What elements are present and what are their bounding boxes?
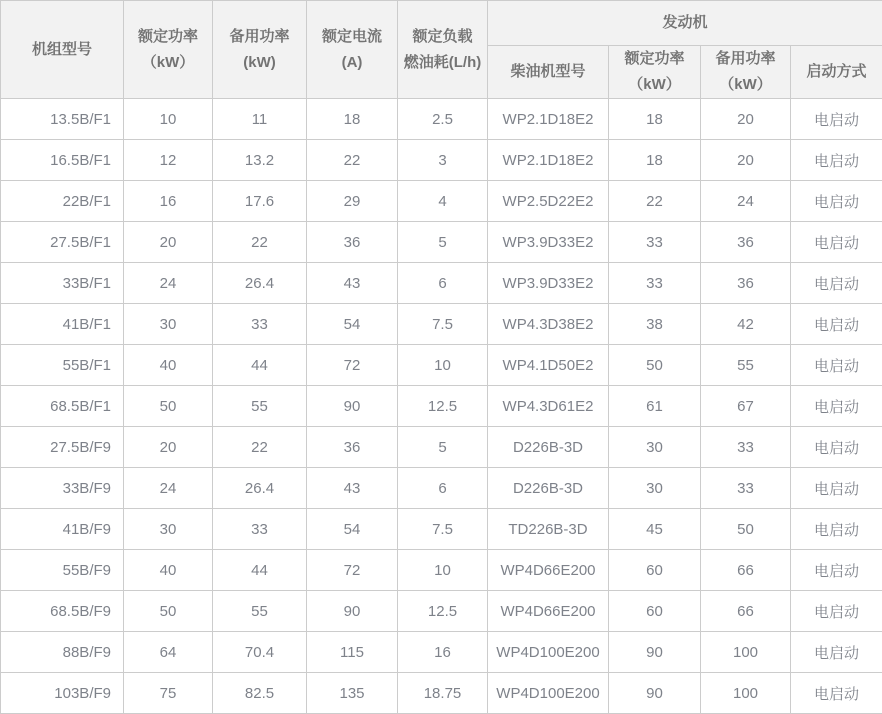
cell-engine-standby-power: 20 [701,99,791,140]
cell-unit-model: 68.5B/F1 [1,386,124,427]
cell-rated-current: 72 [307,345,398,386]
cell-fuel-consumption: 6 [398,468,488,509]
cell-standby-power: 26.4 [213,263,307,304]
cell-rated-current: 72 [307,550,398,591]
cell-fuel-consumption: 5 [398,222,488,263]
cell-start-mode: 电启动 [791,427,882,468]
cell-rated-power: 50 [124,386,213,427]
cell-standby-power: 55 [213,591,307,632]
cell-fuel-consumption: 16 [398,632,488,673]
cell-engine-rated-power: 30 [609,427,701,468]
table-row [1,99,882,140]
cell-engine-rated-power: 38 [609,304,701,345]
cell-rated-power: 16 [124,181,213,222]
header-fuel-line1: 额定负载 [398,24,487,50]
cell-fuel-consumption: 6 [398,263,488,304]
cell-unit-model: 55B/F1 [1,345,124,386]
cell-rated-power: 20 [124,427,213,468]
cell-engine-rated-power: 30 [609,468,701,509]
cell-engine-standby-power: 36 [701,222,791,263]
cell-rated-power: 30 [124,509,213,550]
cell-rated-power: 75 [124,673,213,714]
cell-rated-current: 18 [307,99,398,140]
cell-standby-power: 44 [213,345,307,386]
cell-standby-power: 13.2 [213,140,307,181]
cell-unit-model: 13.5B/F1 [1,99,124,140]
table-row [1,550,882,591]
cell-engine-rated-power: 60 [609,591,701,632]
cell-engine-rated-power: 33 [609,222,701,263]
header-fuel-line2: 燃油耗(L/h) [398,50,487,76]
cell-engine-standby-power: 66 [701,591,791,632]
cell-start-mode: 电启动 [791,345,882,386]
header-engine-rated-power [609,46,701,99]
cell-rated-current: 115 [307,632,398,673]
header-rated-current [307,1,398,99]
cell-diesel-model: D226B-3D [488,427,609,468]
cell-unit-model: 68.5B/F9 [1,591,124,632]
cell-standby-power: 82.5 [213,673,307,714]
header-rated-power-line1: 额定功率 [124,24,212,50]
cell-diesel-model: WP4.3D38E2 [488,304,609,345]
cell-rated-current: 43 [307,263,398,304]
cell-start-mode: 电启动 [791,181,882,222]
cell-start-mode: 电启动 [791,140,882,181]
cell-standby-power: 33 [213,304,307,345]
cell-engine-standby-power: 66 [701,550,791,591]
header-engine-group [488,1,882,46]
cell-diesel-model: WP4D66E200 [488,550,609,591]
header-start-mode [791,46,882,99]
cell-fuel-consumption: 12.5 [398,591,488,632]
header-diesel-model [488,46,609,99]
cell-unit-model: 33B/F1 [1,263,124,304]
cell-diesel-model: TD226B-3D [488,509,609,550]
cell-diesel-model: WP2.1D18E2 [488,99,609,140]
table-row [1,181,882,222]
header-diesel-model-label: 柴油机型号 [488,59,608,85]
table-row [1,673,882,714]
cell-engine-standby-power: 36 [701,263,791,304]
cell-rated-current: 36 [307,222,398,263]
cell-start-mode: 电启动 [791,222,882,263]
table-row [1,386,882,427]
cell-start-mode: 电启动 [791,550,882,591]
cell-start-mode: 电启动 [791,509,882,550]
cell-engine-rated-power: 22 [609,181,701,222]
cell-rated-current: 135 [307,673,398,714]
table-row [1,632,882,673]
header-rated-current-line1: 额定电流 [307,24,397,50]
cell-engine-rated-power: 18 [609,140,701,181]
cell-engine-standby-power: 50 [701,509,791,550]
cell-diesel-model: WP2.5D22E2 [488,181,609,222]
cell-engine-standby-power: 67 [701,386,791,427]
cell-unit-model: 88B/F9 [1,632,124,673]
cell-fuel-consumption: 12.5 [398,386,488,427]
header-rated-current-line2: (A) [307,50,397,76]
cell-unit-model: 55B/F9 [1,550,124,591]
cell-unit-model: 16.5B/F1 [1,140,124,181]
header-engine-group-label: 发动机 [488,10,882,36]
cell-rated-power: 50 [124,591,213,632]
header-engine-rated-power-line1: 额定功率 [609,46,700,72]
cell-rated-power: 40 [124,345,213,386]
cell-engine-rated-power: 50 [609,345,701,386]
cell-diesel-model: WP2.1D18E2 [488,140,609,181]
cell-start-mode: 电启动 [791,99,882,140]
cell-unit-model: 103B/F9 [1,673,124,714]
table-row [1,222,882,263]
cell-rated-power: 12 [124,140,213,181]
cell-standby-power: 22 [213,222,307,263]
table-row [1,263,882,304]
cell-fuel-consumption: 7.5 [398,304,488,345]
cell-rated-power: 40 [124,550,213,591]
cell-diesel-model: WP4D100E200 [488,632,609,673]
cell-standby-power: 55 [213,386,307,427]
cell-standby-power: 33 [213,509,307,550]
cell-engine-rated-power: 90 [609,673,701,714]
cell-rated-power: 20 [124,222,213,263]
cell-engine-standby-power: 42 [701,304,791,345]
header-engine-standby-power-line2: （kW） [701,72,790,98]
cell-fuel-consumption: 5 [398,427,488,468]
cell-engine-rated-power: 90 [609,632,701,673]
cell-unit-model: 22B/F1 [1,181,124,222]
cell-rated-current: 29 [307,181,398,222]
table-row [1,427,882,468]
cell-start-mode: 电启动 [791,386,882,427]
header-row-1 [1,1,882,46]
table-row [1,509,882,550]
table-row [1,468,882,509]
header-engine-standby-power [701,46,791,99]
cell-diesel-model: D226B-3D [488,468,609,509]
cell-unit-model: 27.5B/F1 [1,222,124,263]
cell-standby-power: 17.6 [213,181,307,222]
cell-diesel-model: WP3.9D33E2 [488,263,609,304]
cell-rated-current: 54 [307,509,398,550]
cell-engine-standby-power: 100 [701,673,791,714]
cell-start-mode: 电启动 [791,263,882,304]
header-engine-rated-power-line2: （kW） [609,72,700,98]
header-rated-power-line2: （kW） [124,50,212,76]
cell-standby-power: 11 [213,99,307,140]
cell-diesel-model: WP3.9D33E2 [488,222,609,263]
cell-engine-rated-power: 45 [609,509,701,550]
cell-engine-rated-power: 18 [609,99,701,140]
cell-fuel-consumption: 4 [398,181,488,222]
cell-start-mode: 电启动 [791,673,882,714]
table-row [1,345,882,386]
header-engine-standby-power-line1: 备用功率 [701,46,790,72]
header-rated-power [124,1,213,99]
cell-engine-standby-power: 100 [701,632,791,673]
cell-diesel-model: WP4.3D61E2 [488,386,609,427]
cell-fuel-consumption: 7.5 [398,509,488,550]
cell-engine-standby-power: 20 [701,140,791,181]
cell-standby-power: 44 [213,550,307,591]
cell-rated-current: 90 [307,386,398,427]
cell-diesel-model: WP4D100E200 [488,673,609,714]
table-row [1,140,882,181]
cell-engine-rated-power: 33 [609,263,701,304]
header-unit-model [1,1,124,99]
header-unit-model-label: 机组型号 [1,37,123,63]
cell-fuel-consumption: 10 [398,345,488,386]
cell-standby-power: 70.4 [213,632,307,673]
cell-start-mode: 电启动 [791,304,882,345]
table-header [1,1,882,99]
header-start-mode-label: 启动方式 [791,59,882,85]
cell-start-mode: 电启动 [791,591,882,632]
cell-unit-model: 41B/F9 [1,509,124,550]
cell-engine-standby-power: 33 [701,427,791,468]
cell-rated-current: 36 [307,427,398,468]
cell-fuel-consumption: 10 [398,550,488,591]
cell-unit-model: 27.5B/F9 [1,427,124,468]
cell-rated-power: 24 [124,263,213,304]
header-standby-power-line2: (kW) [213,50,306,76]
cell-engine-standby-power: 33 [701,468,791,509]
cell-rated-power: 10 [124,99,213,140]
cell-unit-model: 41B/F1 [1,304,124,345]
cell-rated-power: 30 [124,304,213,345]
cell-rated-current: 43 [307,468,398,509]
cell-start-mode: 电启动 [791,468,882,509]
cell-engine-standby-power: 55 [701,345,791,386]
table-row [1,304,882,345]
header-standby-power-line1: 备用功率 [213,24,306,50]
cell-fuel-consumption: 18.75 [398,673,488,714]
cell-diesel-model: WP4.1D50E2 [488,345,609,386]
cell-rated-power: 24 [124,468,213,509]
cell-standby-power: 26.4 [213,468,307,509]
cell-engine-standby-power: 24 [701,181,791,222]
cell-engine-rated-power: 60 [609,550,701,591]
cell-engine-rated-power: 61 [609,386,701,427]
table-row [1,591,882,632]
header-fuel-consumption [398,1,488,99]
cell-rated-current: 22 [307,140,398,181]
cell-fuel-consumption: 2.5 [398,99,488,140]
cell-standby-power: 22 [213,427,307,468]
header-standby-power [213,1,307,99]
table-body [1,99,882,714]
cell-rated-power: 64 [124,632,213,673]
cell-unit-model: 33B/F9 [1,468,124,509]
cell-rated-current: 54 [307,304,398,345]
cell-start-mode: 电启动 [791,632,882,673]
cell-fuel-consumption: 3 [398,140,488,181]
cell-diesel-model: WP4D66E200 [488,591,609,632]
cell-rated-current: 90 [307,591,398,632]
